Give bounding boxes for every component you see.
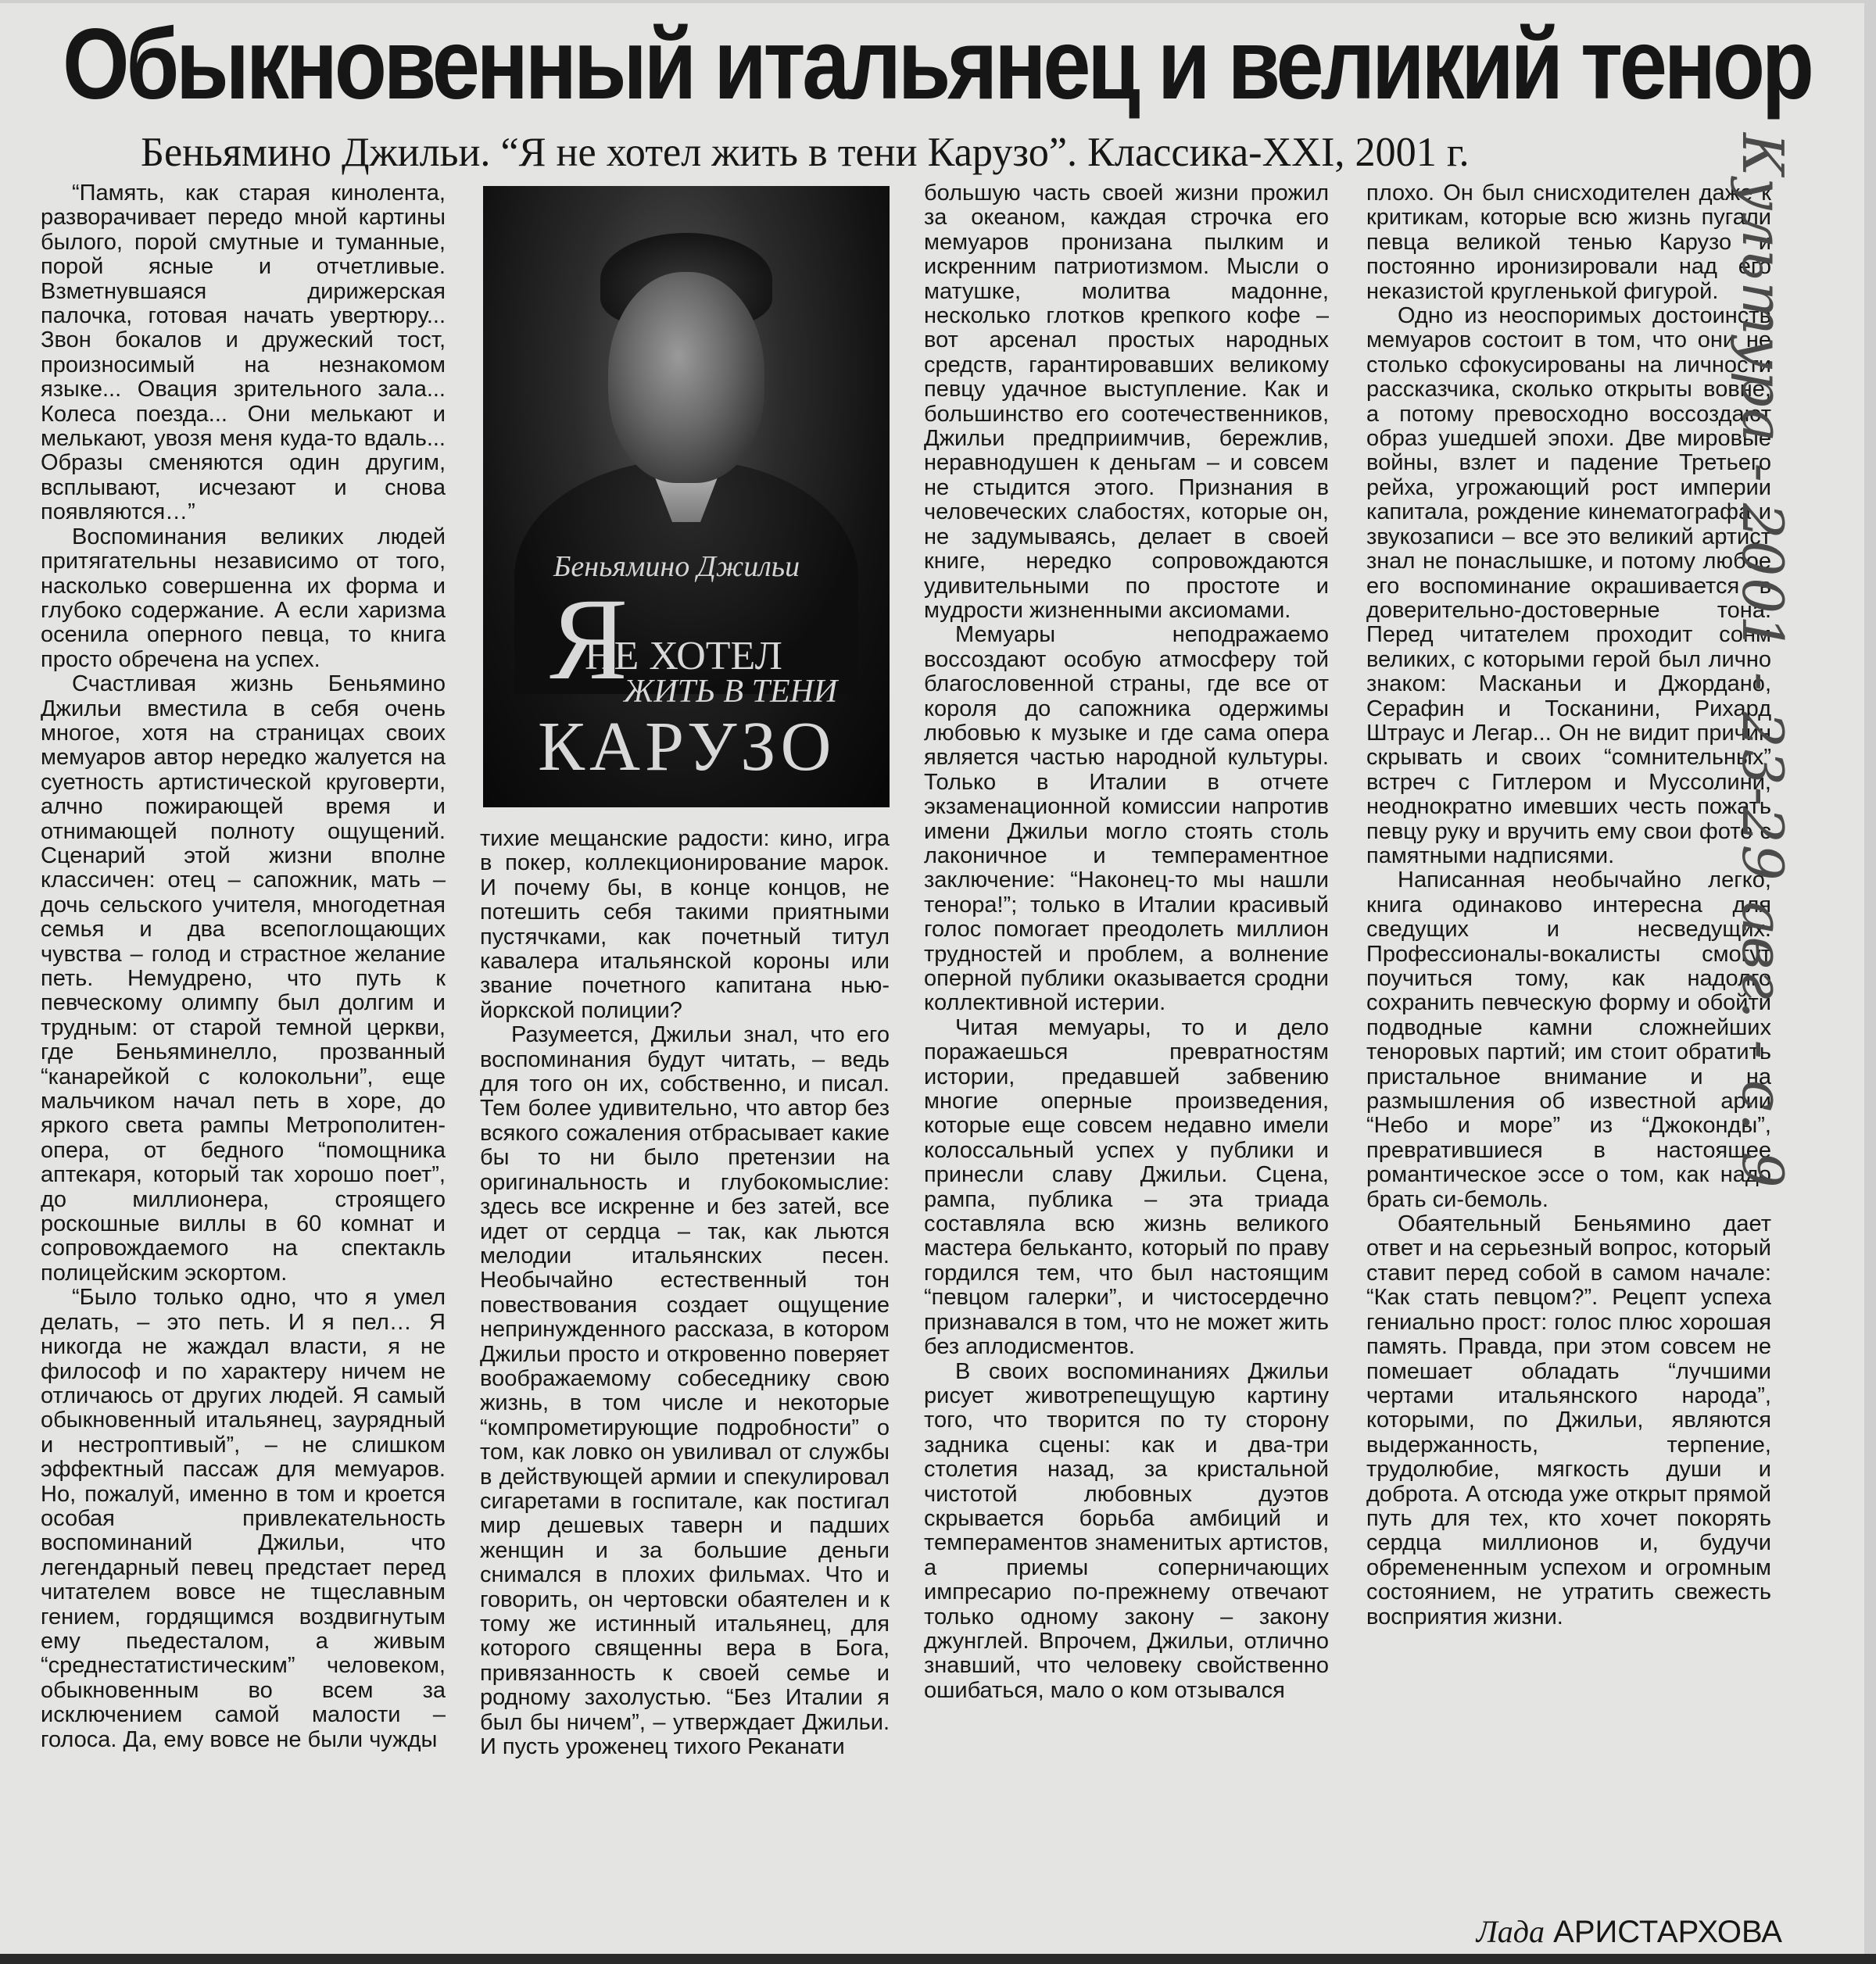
subtitle: Беньямино Джильи. “Я не хотел жить в тени Карузо”. Классика-XXI, 2001 г.	[141, 130, 1470, 175]
handwritten-note: Культура - 2001 - 23-29 авг. - с. 9	[1730, 133, 1795, 1189]
book-cover-title-line1: НЕ ХОТЕЛ	[585, 634, 782, 678]
top-edge	[0, 0, 1876, 3]
column-4-paragraph-4: Обаятельный Беньямино дает ответ и на серьезный вопрос, который ставит перед собой в самом начале: “Как стать певцом?”. Рецепт успеха гениально прост: голос плюс хорошая память. Правда, при этом совсем не помешает обладать “лучшими чертами итальянского народа”, которыми, по Джильи, являются выдержанность, терпение, трудолюбие, мягкость души и доброта. А отсюда уже открыт прямой путь для тех, кто хочет покорять сердца миллионов и, будучи обремененным успехом и огромным состоянием, не утратить свежесть восприятия жизни.	[1366, 1211, 1771, 1630]
book-cover-title-ya: Я	[550, 574, 628, 704]
column-1-paragraph-1: “Память, как старая кинолента, разворачивает передо мной картины былого, порой смутные и туманные, порой ясные и отчетливые. Взметнувшаяся дирижерская палочка, готовая начать увертюру... Звон бокалов и дружеский тост, произносимый на незнакомом языке... Овация зрительного зала... Колеса поезда... Они мелькают и мелькают, увозя меня куда-то вдаль... Образы сменяются один другим, всплывают, исчезают и снова появляются…”	[41, 181, 446, 525]
portrait-face	[608, 272, 764, 483]
column-4-paragraph-1: плохо. Он был снисходителен даже к критикам, которые всю жизнь пугали певца великой тенью Карузо и постоянно иронизировали над его неказистой кругленькой фигурой.	[1366, 181, 1771, 304]
column-4-paragraph-3: Написанная необычайно легко, книга одинаково интересна для сведущих и несведущих. Профессионалы-вокалисты смогут поучиться тому, как надолго сохранить певческую форму и обойти подводные камни сложнейших теноровых партий; им стоит обратить пристальное внимание и на размышления об известной арии “Небо и море” из “Джоконды”, превратившиеся в настоящее романтическое эссе о том, как надо брать си-бемоль.	[1366, 868, 1771, 1212]
byline-first-name: Лада	[1476, 1914, 1545, 1949]
column-3-paragraph-3: Читая мемуары, то и дело поражаешься превратностям истории, предавшей забвению многие оперные произведения, которые еще совсем недавно имели колоссальный успех у публики и принесли славу Джильи. Сцена, рампа, публика – эта триада составляла всю жизнь великого мастера бельканто, который по праву гордился тем, что был настоящим “певцом галерки”, и чистосердечно признавался в том, что не может жить без аплодисментов.	[924, 1014, 1329, 1360]
column-1-paragraph-2: Воспоминания великих людей притягательны независимо от того, насколько совершенна их форма и глубоко содержание. А если харизма осенила оперного певца, то книга просто обречена на успех.	[41, 524, 446, 672]
bottom-edge	[0, 1954, 1876, 1964]
column-4-paragraph-2: Одно из неоспоримых достоинств мемуаров состоит в том, что они не столько сфокусированы на личности рассказчика, сколько открыты вовне, а потому превосходно воссоздают образ ушедшей эпохи. Две мировые войны, взлет и падение Третьего рейха, угрожающий рост империи капитала, рождение кинематографа и звукозаписи – все это великий артист знал не понаслышке, и потому любое его воспоминание окрашивается в доверительно-достоверные тона. Перед читателем проходит сонм великих, с которыми герой был лично знаком: Масканьи и Джордано, Серафин и Тосканини, Рихард Штраус и Легар... Он не видит причин скрывать и своих “сомнительных” встреч с Гитлером и Муссолини, неоднократно имевших честь пожать певцу руку и вручить ему свои фото с памятными надписями.	[1366, 303, 1771, 868]
book-cover-author: Беньямино Джильи	[553, 550, 800, 583]
byline-last-name: АРИСТАРХОВА	[1553, 1915, 1782, 1949]
column-2	[480, 827, 890, 1960]
column-2-paragraph-2: Разумеется, Джильи знал, что его воспоминания будут читать, – ведь для того он их, собственно, и писал. Тем более удивительно, что автор без всякого сожаления отбрасывает какие бы то ни было претензии на оригинальность и глубокомыслие: здесь все искренне и без затей, все идет от сердца – так, как льются мелодии итальянских песен. Необычайно естественный тон повествования создает ощущение непринужденного рассказа, в котором Джильи просто и откровенно поверяет воображаемому собеседнику свою жизнь, в том числе и некоторые “компрометирующие подробности” о том, как ловко он увиливал от службы в действующей армии и спекулировал сигаретами в госпитале, как постигал мир дешевых таверн и падших женщин и за большие деньги снимался в плохих фильмах. Что и говорить, он чертовски обаятелен и к тому же истинный итальянец, для которого священны вера в Бога, привязанность к своей семье и родному захолустью. “Без Италии я был бы ничем”, – утверждает Джильи. И пусть уроженец тихого Реканати	[480, 1022, 890, 1760]
right-edge	[1864, 0, 1876, 1964]
headline: Обыкновенный итальянец и великий тенор	[63, 9, 1811, 120]
column-1-paragraph-4: “Было только одно, что я умел делать, – это петь. И я пел… Я никогда не жаждал власти, я не философ и по характеру ничем не отличаюсь от других людей. Я самый обыкновенный итальянец, заурядный и нестроптивый”, – не слишком эффектный пассаж для мемуаров. Но, пожалуй, именно в том и кроется особая привлекательность воспоминаний Джильи, что легендарный певец предстает перед читателем вовсе не тщеславным гением, гордящимся воздвигнутым ему пьедесталом, а живым “среднестатистическим” человеком, обыкновенным во всем за исключением самой малости – голоса. Да, ему вовсе не были чужды	[41, 1285, 446, 1752]
column-1-paragraph-3: Счастливая жизнь Беньямино Джильи вместила в себя очень многое, хотя на страницах своих мемуаров автор нередко жалуется на суетность артистической круговерти, алчно пожирающей время и отнимающей полноту ощущений. Сценарий этой жизни вполне классичен: отец – сапожник, мать – дочь сельского учителя, многодетная семья и два всепоглощающих чувства – голод и страстное желание петь. Немудрено, что путь к певческому олимпу был долгим и трудным: от старой темной церкви, где Беньяминелло, прозванный “канарейкой с колокольни”, еще мальчиком начал петь в хоре, до яркого света рампы Метрополитен-опера, от бедного “помощника аптекаря, который так хорошо поет”, до миллионера, строящего роскошные виллы в 60 комнат и сопровождаемого на спектакль полицейским эскортом.	[41, 671, 446, 1286]
column-3-paragraph-2: Мемуары неподражаемо воссоздают особую атмосферу той благословенной страны, где все от короля до сапожника одержимы любовью к музыке и где сама опера является частью народной культуры. Только в Италии в отчете экзаменационной комиссии напротив имени Джильи могло стоять столь лаконичное и темпераментное заключение: “Наконец-то мы нашли тенора!”; только в Италии красивый голос помогает преодолеть миллион трудностей и проблем, а волнение оперной публики оказывается сродни коллективной истерии.	[924, 622, 1329, 1016]
column-4	[1366, 181, 1771, 1909]
column-3	[924, 181, 1329, 1955]
column-2-paragraph-1: тихие мещанские радости: кино, игра в покер, коллекционирование марок. И почему бы, в конце концов, не потешить себя такими приятными пустячками, как почетный титул кавалера итальянской короны или звание почетного капитана нью-йоркской полиции?	[480, 827, 890, 1023]
book-cover-image	[483, 186, 890, 807]
book-cover-title-line3: КАРУЗО	[538, 708, 836, 785]
column-1	[41, 181, 446, 1955]
column-3-paragraph-1: большую часть своей жизни прожил за океаном, каждая строчка его мемуаров пронизана пылким и искренним патриотизмом. Мысли о матушке, молитва мадонне, несколько глотков крепкого кофе – вот арсенал простых народных средств, гарантировавших великому певцу удачное выступление. Как и большинство его соотечественников, Джильи предприимчив, бережлив, неравнодушен к деньгам – и совсем не стыдится этого. Признания в человеческих слабостях, которые он, не задумываясь, делает в своей книге, нередко сопровождаются удивительными по простоте и мудрости жизненными аксиомами.	[924, 181, 1329, 623]
byline	[1407, 1913, 1782, 1951]
book-cover-title-line2: ЖИТЬ В ТЕНИ	[624, 674, 838, 710]
column-3-paragraph-4: В своих воспоминаниях Джильи рисует животрепещущую картину того, что творится по ту сторону задника сцены: как и два-три столетия назад, за кристальной чистотой любовных дуэтов скрывается борьба амбиций и темпераментов знаменитых артистов, а приемы соперничающих импресарио по-прежнему отвечают только одному закону – закону джунглей. Впрочем, Джильи, отлично знавший, что человеку свойственно ошибаться, мало о ком отзывался	[924, 1358, 1329, 1703]
